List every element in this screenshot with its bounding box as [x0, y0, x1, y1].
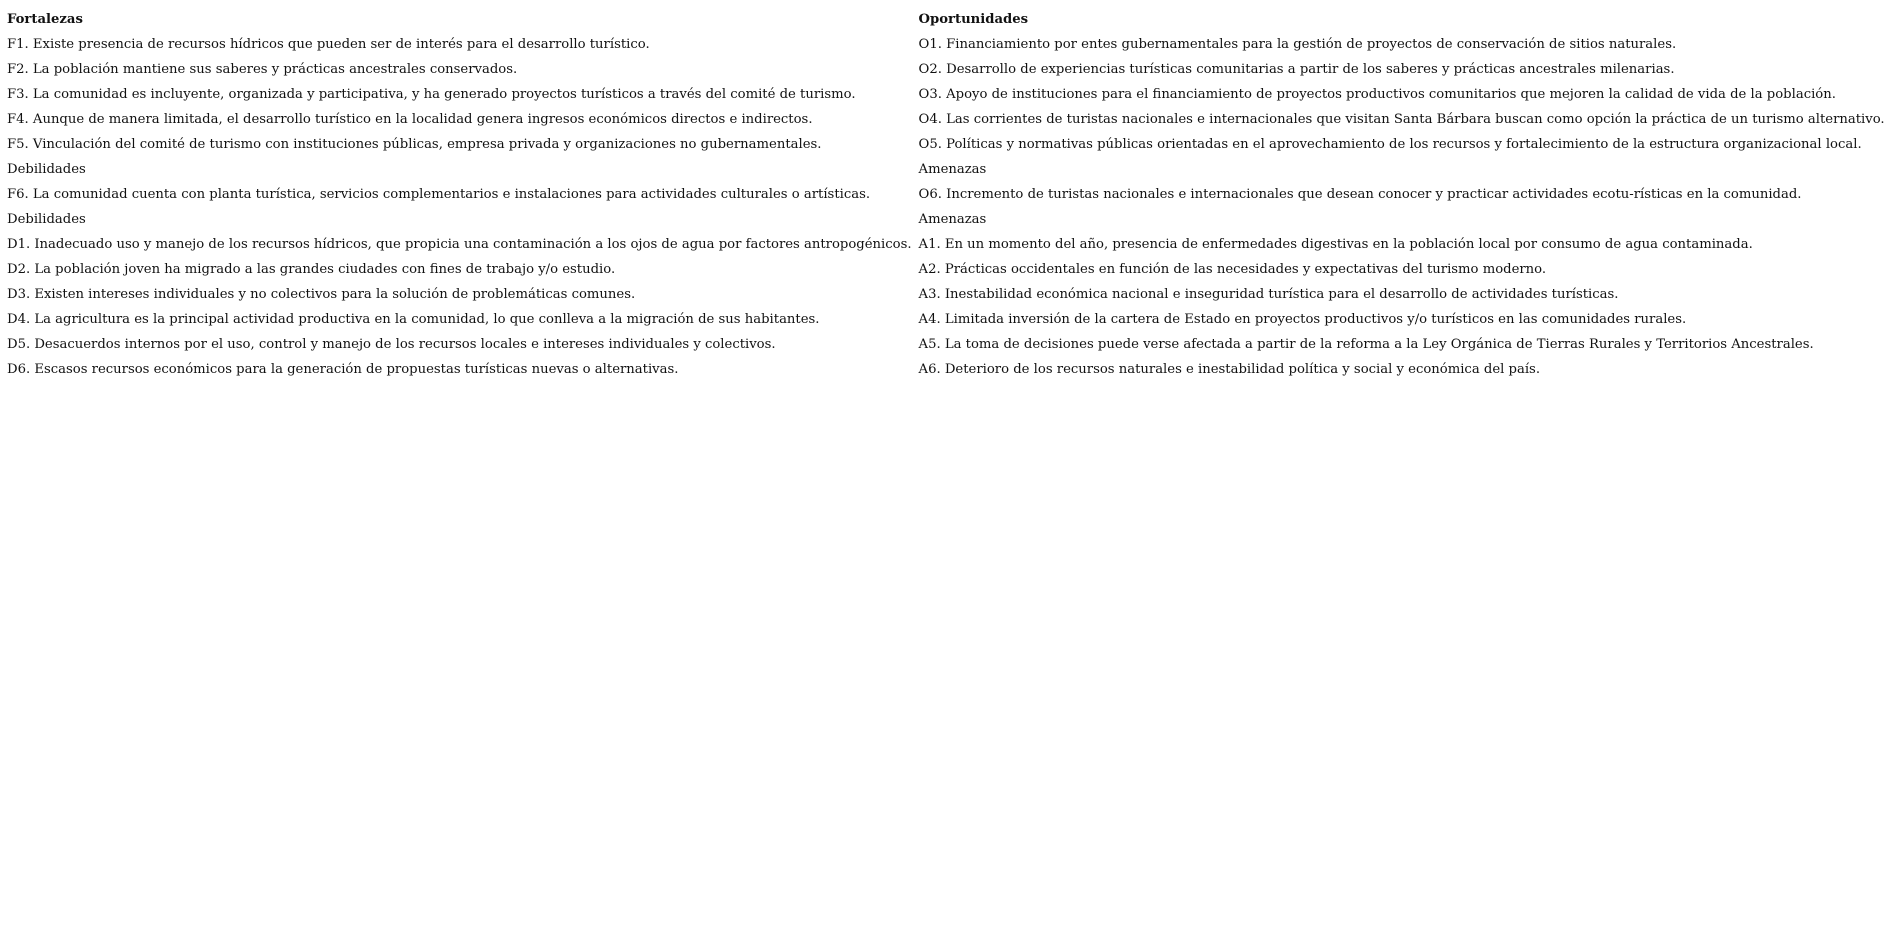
- table-cell: A2. Prácticas occidentales en función de las necesidades y expectativas del turismo moderno.: [918, 262, 1547, 277]
- table-cell: D3. Existen intereses individuales y no colectivos para la solución de problemáticas comunes.: [7, 287, 636, 302]
- table-cell: A6. Deterioro de los recursos naturales e inestabilidad política y social y económica del país.: [918, 362, 1541, 377]
- table-cell: F4. Aunque de manera limitada, el desarrollo turístico en la localidad genera ingresos económicos directos e indirectos.: [7, 112, 813, 127]
- table-cell: O6. Incremento de turistas nacionales e internacionales que desean conocer y practicar actividades ecotu-rísticas en la comunidad.: [918, 187, 1802, 202]
- table-cell: O5. Políticas y normativas públicas orientadas en el aprovechamiento de los recursos y fortalecimiento de la estructura organizacional local.: [918, 137, 1862, 152]
- swot-table: [7, 7, 1885, 382]
- table-cell: O3. Apoyo de instituciones para el financiamiento de proyectos productivos comunitarios que mejoren la calidad de vida de la población.: [918, 87, 1836, 102]
- table-cell: F6. La comunidad cuenta con planta turística, servicios complementarios e instalaciones para actividades culturales o artísticas.: [7, 187, 871, 202]
- table-cell: O1. Financiamiento por entes gubernamentales para la gestión de proyectos de conservación de sitios naturales.: [918, 37, 1677, 52]
- table-header-row: [7, 7, 1885, 32]
- table-cell: F2. La población mantiene sus saberes y prácticas ancestrales conservados.: [7, 62, 518, 77]
- table-row: [7, 57, 1885, 82]
- table-cell: F5. Vinculación del comité de turismo con instituciones públicas, empresa privada y organizaciones no gubernamentales.: [7, 137, 822, 152]
- section-label-debilidades: Debilidades: [7, 212, 86, 227]
- table-cell: F3. La comunidad es incluyente, organizada y participativa, y ha generado proyectos turísticos a través del comité de turismo.: [7, 87, 856, 102]
- section-label-debilidades: Debilidades: [7, 162, 86, 177]
- section-label-row: [7, 157, 1885, 182]
- table-cell: D6. Escasos recursos económicos para la generación de propuestas turísticas nuevas o alternativas.: [7, 362, 679, 377]
- header-fortalezas: Fortalezas: [7, 12, 83, 27]
- table-row: [7, 357, 1885, 382]
- table-cell: D1. Inadecuado uso y manejo de los recursos hídricos, que propicia una contaminación a los ojos de agua por factores antropogénicos.: [7, 237, 912, 252]
- table-cell: A3. Inestabilidad económica nacional e inseguridad turística para el desarrollo de actividades turísticas.: [918, 287, 1619, 302]
- table-cell: A5. La toma de decisiones puede verse afectada a partir de la reforma a la Ley Orgánica de Tierras Rurales y Territorios Ancestrales.: [918, 337, 1814, 352]
- table-cell: D5. Desacuerdos internos por el uso, control y manejo de los recursos locales e intereses individuales y colectivos.: [7, 337, 776, 352]
- table-cell: O4. Las corrientes de turistas nacionales e internacionales que visitan Santa Bárbara buscan como opción la práctica de un turismo alternativo.: [918, 112, 1885, 127]
- header-oportunidades: Oportunidades: [918, 12, 1029, 27]
- section-label-amenazas: Amenazas: [918, 212, 987, 227]
- table-cell: D2. La población joven ha migrado a las grandes ciudades con fines de trabajo y/o estudio.: [7, 262, 616, 277]
- table-row: [7, 132, 1885, 157]
- table-row: [7, 307, 1885, 332]
- table-cell: O2. Desarrollo de experiencias turísticas comunitarias a partir de los saberes y prácticas ancestrales milenarias.: [918, 62, 1675, 77]
- table-row: [7, 182, 1885, 207]
- table-row: [7, 257, 1885, 282]
- section-label-row: [7, 207, 1885, 232]
- table-row: [7, 232, 1885, 257]
- table-row: [7, 107, 1885, 132]
- table-cell: A1. En un momento del año, presencia de enfermedades digestivas en la población local por consumo de agua contaminada.: [918, 237, 1753, 252]
- section-label-amenazas: Amenazas: [918, 162, 987, 177]
- table-row: [7, 282, 1885, 307]
- table-cell: D4. La agricultura es la principal actividad productiva en la comunidad, lo que conlleva a la migración de sus habitantes.: [7, 312, 820, 327]
- table-cell: F1. Existe presencia de recursos hídricos que pueden ser de interés para el desarrollo turístico.: [7, 37, 650, 52]
- table-cell: A4. Limitada inversión de la cartera de Estado en proyectos productivos y/o turísticos en las comunidades rurales.: [918, 312, 1687, 327]
- table-row: [7, 332, 1885, 357]
- table-row: [7, 32, 1885, 57]
- table-row: [7, 82, 1885, 107]
